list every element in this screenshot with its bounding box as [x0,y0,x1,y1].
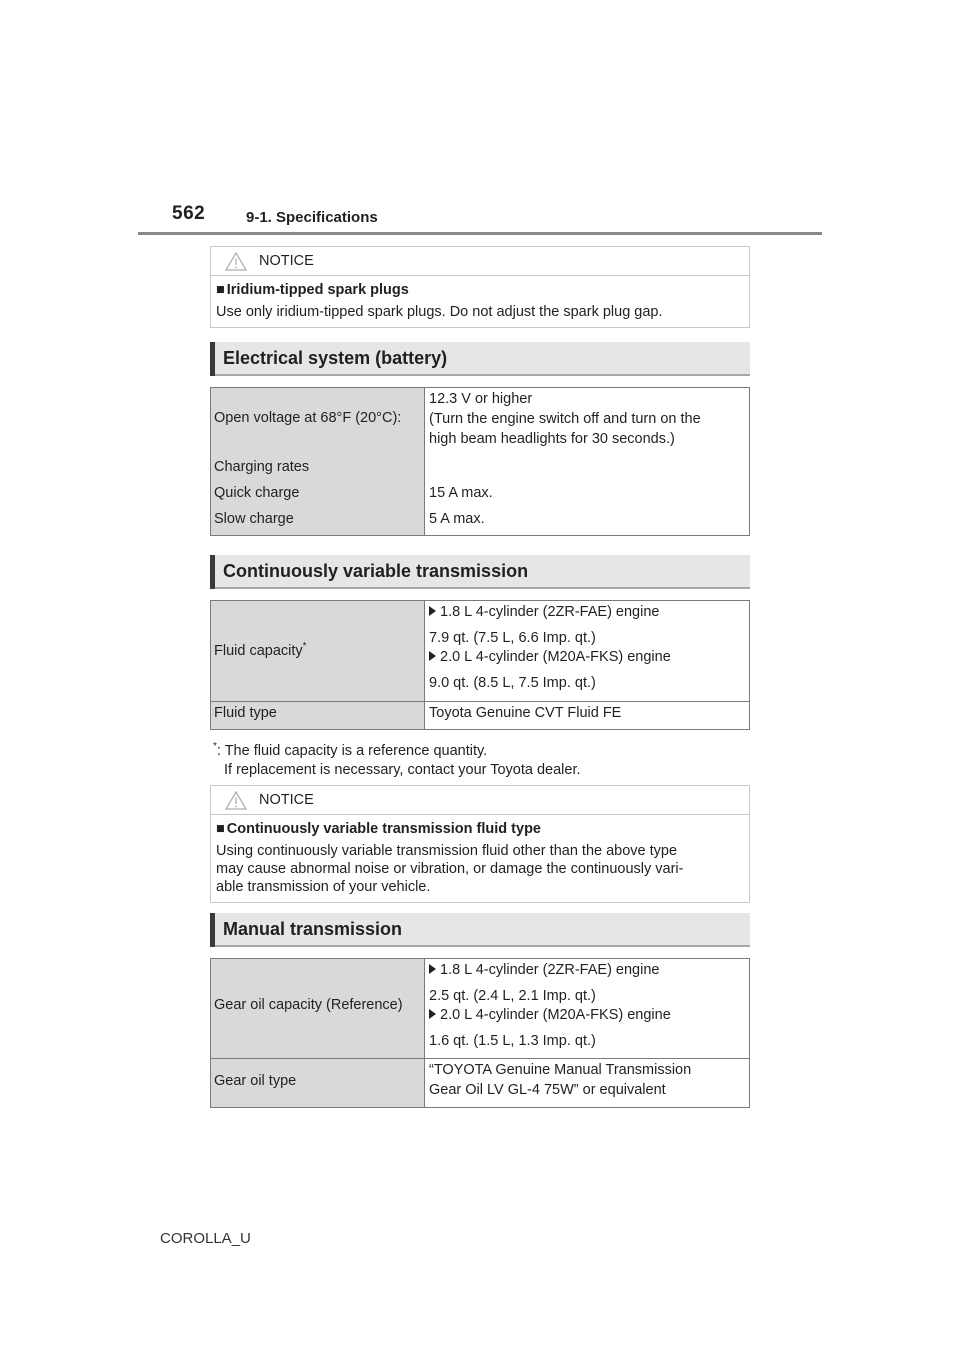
engine-1-heading [429,962,659,978]
slow-charge-value: 5 A max. [429,511,485,527]
table-row [211,601,749,701]
engine-2-heading [429,649,671,665]
warning-triangle-icon [225,252,247,271]
footnote-mark: * [302,641,307,652]
charging-rates-label: Charging rates [214,459,310,475]
fluid-capacity-text: Fluid capacity [214,642,303,659]
quick-charge-label: Quick charge [214,485,300,501]
footnote [213,737,581,780]
engine-1-value: 2.5 qt. (2.4 L, 2.1 Imp. qt.) [429,988,596,1004]
value-cell [425,388,749,535]
notice-text-line: able transmission of your vehicle. [216,879,431,895]
notice-box-cvt-fluid [210,785,750,903]
notice-title [216,820,744,838]
triangle-arrow-icon [429,651,436,661]
notice-title-text: Continuously variable transmission fluid type [226,821,541,837]
value-cell [425,601,749,701]
notice-box-spark-plugs [210,246,750,328]
value-cell [425,959,749,1058]
notice-title-text: Iridium-tipped spark plugs [226,282,409,298]
open-voltage-note: (Turn the engine switch off and turn on the [429,411,701,427]
fluid-type-label: Fluid type [214,705,277,721]
footnote-text: : The fluid capacity is a reference quantity. [216,742,488,759]
table-row [211,959,749,1058]
triangle-arrow-icon [429,1009,436,1019]
engine-2-text: 2.0 L 4-cylinder (M20A-FKS) engine [440,1007,671,1023]
engine-2-value: 1.6 qt. (1.5 L, 1.3 Imp. qt.) [429,1033,596,1049]
footnote-line-2: If replacement is necessary, contact your Toyota dealer. [224,761,581,778]
fluid-type-value: Toyota Genuine CVT Fluid FE [429,705,622,721]
notice-label: NOTICE [259,253,314,269]
table-row [211,701,749,729]
section-heading-manual [210,913,750,947]
table-row [211,388,749,535]
gear-oil-capacity-label: Gear oil capacity (Reference) [214,997,403,1013]
battery-spec-table [210,387,750,536]
triangle-arrow-icon [429,964,436,974]
heading-text: Continuously variable transmission [223,561,529,581]
open-voltage-value: 12.3 V or higher [429,391,533,407]
label-cell [211,702,425,729]
notice-label: NOTICE [259,792,314,808]
section-heading-battery [210,342,750,376]
table-row [211,1058,749,1107]
engine-1-text: 1.8 L 4-cylinder (2ZR-FAE) engine [440,604,660,620]
notice-text-line: Using continuously variable transmission fluid other than the above type [216,843,678,859]
fluid-capacity-label [214,641,307,659]
header-rule [138,232,822,235]
open-voltage-label: Open voltage at 68°F (20°C): [214,410,402,426]
slow-charge-label: Slow charge [214,511,294,527]
label-cell [211,388,425,535]
page-number: 562 [172,203,206,224]
notice-text: Use only iridium-tipped spark plugs. Do not adjust the spark plug gap. [216,304,663,320]
engine-1-heading [429,604,659,620]
engine-2-value: 9.0 qt. (8.5 L, 7.5 Imp. qt.) [429,675,596,691]
footnote-mark: * [213,741,217,752]
square-bullet-icon: ■ [216,282,225,298]
heading-text: Manual transmission [223,919,403,939]
value-cell [425,702,749,729]
notice-header [211,786,749,815]
engine-2-text: 2.0 L 4-cylinder (M20A-FKS) engine [440,649,671,665]
label-cell [211,1059,425,1107]
heading-text: Electrical system (battery) [223,348,448,368]
cvt-spec-table [210,600,750,730]
square-bullet-icon: ■ [216,821,225,837]
triangle-arrow-icon [429,606,436,616]
notice-header [211,247,749,276]
gear-oil-type-label: Gear oil type [214,1073,297,1089]
engine-1-text: 1.8 L 4-cylinder (2ZR-FAE) engine [440,962,660,978]
engine-2-heading [429,1007,671,1023]
manual-spec-table [210,958,750,1108]
engine-1-value: 7.9 qt. (7.5 L, 6.6 Imp. qt.) [429,630,596,646]
gear-oil-type-value: “TOYOTA Genuine Manual Transmission [429,1062,692,1078]
section-heading-cvt [210,555,750,589]
section-title: 9-1. Specifications [246,209,378,226]
warning-triangle-icon [225,791,247,810]
open-voltage-note: high beam headlights for 30 seconds.) [429,431,675,447]
quick-charge-value: 15 A max. [429,485,493,501]
gear-oil-type-value: Gear Oil LV GL-4 75W” or equivalent [429,1082,666,1098]
notice-title [216,281,744,299]
value-cell [425,1059,749,1107]
footnote-line-1 [213,737,581,761]
notice-text-line: may cause abnormal noise or vibration, or damage the continuously vari- [216,861,684,877]
footer-model: COROLLA_U [160,1230,251,1247]
label-cell [211,601,425,701]
label-cell [211,959,425,1058]
